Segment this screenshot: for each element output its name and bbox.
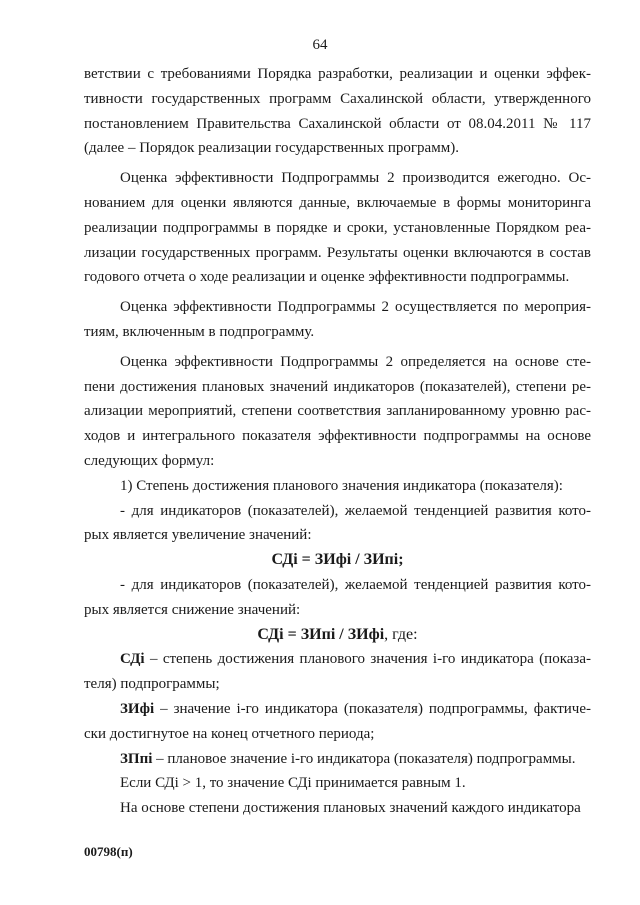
formula-main: СДi = ЗИпi / ЗИфi (257, 625, 385, 643)
document-code: 00798(п) (84, 844, 133, 859)
paragraph-line: постановлением Правительства Сахалинской области от 08.04.2011 № 117 (84, 115, 591, 132)
term-zip: ЗПпi (120, 750, 153, 767)
definition-sd (84, 647, 591, 672)
definition-text: – степень достижения планового значения i-го индикатора (показа- (144, 651, 591, 668)
definition-zif (84, 697, 591, 722)
paragraph-line: ски достигнутое на конец отчетного периода; (84, 725, 375, 742)
paragraph-line: годового отчета о ходе реализации и оценке эффективности подпрограммы. (84, 269, 570, 286)
page-number: 64 (312, 37, 328, 53)
paragraph-line: реализации подпрограммы в порядке и сроки, установленные Порядком реа- (84, 219, 591, 236)
paragraph-line: ветствии с требованиями Порядка разработки, реализации и оценки эффек- (84, 66, 591, 82)
paragraph-line: нованием для оценки являются данные, включаемые в формы мониторинга (84, 194, 591, 211)
paragraph-line: лизации государственных программ. Результаты оценки включаются в состав (84, 244, 591, 261)
paragraph-line: рых является увеличение значений: (84, 527, 312, 544)
term-sd: СДi (120, 651, 145, 668)
paragraph-line: На основе степени достижения плановых значений каждого индикатора (120, 800, 581, 817)
condition-line: Если СДi > 1, то значение СДi принимается равным 1. (120, 775, 466, 792)
paragraph-line: тиям, включенным в подпрограмму. (84, 323, 315, 340)
paragraph-line: Оценка эффективности Подпрограммы 2 осуществляется по мероприя- (120, 299, 591, 316)
paragraph-line: - для индикаторов (показателей), желаемой тенденцией развития кото- (120, 576, 591, 593)
paragraph-line: (далее – Порядок реализации государственных программ). (84, 140, 459, 157)
paragraph-line: следующих формул: (84, 452, 215, 469)
paragraph-line: - для индикаторов (показателей), желаемой тенденцией развития кото- (120, 502, 591, 519)
formula-decrease (84, 623, 591, 648)
paragraph-line: пени достижения плановых значений индикаторов (показателей), степени ре- (84, 378, 591, 395)
paragraph-line: теля) подпрограммы; (84, 676, 220, 693)
definition-zip (84, 747, 591, 772)
definition-text: – плановое значение i-го индикатора (показателя) подпрограммы. (152, 750, 576, 767)
formula-increase: СДi = ЗИфi / ЗИпi; (271, 551, 404, 569)
formula-tail: , где: (384, 625, 418, 643)
paragraph-line: тивности государственных программ Сахалинской области, утвержденного (84, 90, 591, 107)
body-text (84, 62, 591, 821)
paragraph-line: Оценка эффективности Подпрограммы 2 производится ежегодно. Ос- (120, 170, 591, 187)
paragraph-line: ходов и интегрального показателя эффективности подпрограммы на основе (84, 428, 591, 445)
definition-text: – значение i-го индикатора (показателя) подпрограммы, фактиче- (154, 700, 591, 717)
paragraph-line: Оценка эффективности Подпрограммы 2 определяется на основе сте- (120, 353, 591, 370)
paragraph-line: рых является снижение значений: (84, 601, 301, 618)
paragraph-line: ализации мероприятий, степени соответствия запланированному уровню рас- (84, 403, 591, 420)
term-zif: ЗИфi (120, 700, 155, 717)
list-item-heading: 1) Степень достижения планового значения индикатора (показателя): (120, 477, 563, 494)
